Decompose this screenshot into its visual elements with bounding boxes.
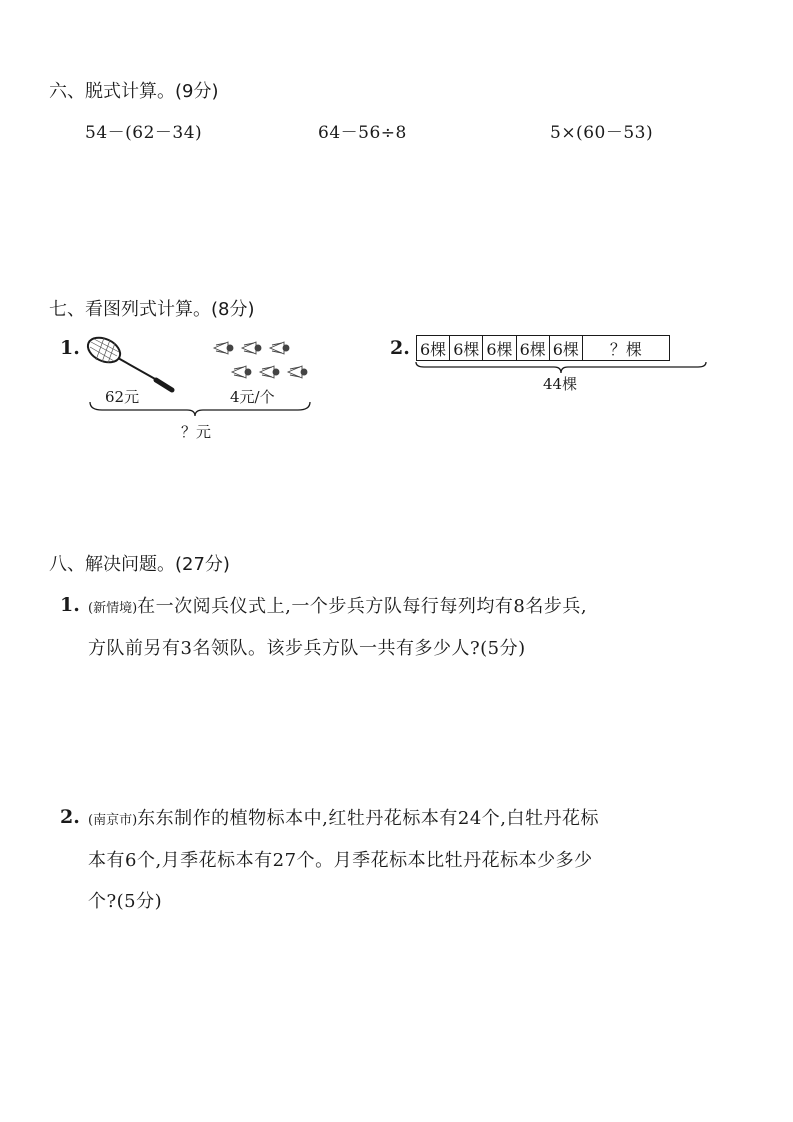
tree-cell: 6棵 — [483, 336, 516, 361]
question-8-2-line-3: 个?(5分) — [88, 891, 163, 912]
question-tag: (新情境) — [88, 601, 138, 616]
question-7-2-number: 2. — [390, 337, 410, 359]
question-tag: (南京市) — [88, 813, 138, 828]
question-8-1-number: 1. — [60, 594, 80, 616]
tree-cell: 6棵 — [450, 336, 483, 361]
tree-segment-bar — [416, 335, 670, 361]
section-7-title: 七、看图列式计算。(8分) — [49, 299, 255, 320]
tree-total-label: 44棵 — [543, 375, 578, 393]
question-8-2-line-2: 本有6个,月季花标本有27个。月季花标本比牡丹花标本少多少 — [88, 850, 593, 871]
question-7-1-number: 1. — [60, 337, 80, 359]
section-8-title: 八、解决问题。(27分) — [49, 554, 230, 575]
question-text: 东东制作的植物标本中,红牡丹花标本有24个,白牡丹花标 — [137, 808, 600, 829]
section-6-title: 六、脱式计算。(9分) — [49, 81, 219, 102]
question-8-2-number: 2. — [60, 806, 80, 828]
expression-3: 5×(60－53) — [550, 123, 654, 143]
question-8-1-line-1 — [88, 592, 587, 618]
total-price-label: ？元 — [181, 423, 212, 441]
question-text: 在一次阅兵仪式上,一个步兵方队每行每列均有8名步兵, — [137, 596, 588, 617]
expression-1: 54－(62－34) — [85, 123, 203, 143]
question-8-2-line-1 — [88, 804, 599, 830]
racket-price-label: 62元 — [105, 388, 140, 406]
tree-unknown-cell: ？棵 — [582, 336, 669, 361]
question-8-1-line-2: 方队前另有3名领队。该步兵方队一共有多少人?(5分) — [88, 638, 526, 659]
shuttle-price-label: 4元/个 — [230, 388, 275, 406]
tree-cell: 6棵 — [549, 336, 582, 361]
shuttlecock-icons — [214, 342, 307, 378]
tree-cell: 6棵 — [417, 336, 450, 361]
badminton-racket-icon — [84, 333, 172, 390]
expression-2: 64－56÷8 — [318, 123, 407, 143]
tree-cell: 6棵 — [516, 336, 549, 361]
